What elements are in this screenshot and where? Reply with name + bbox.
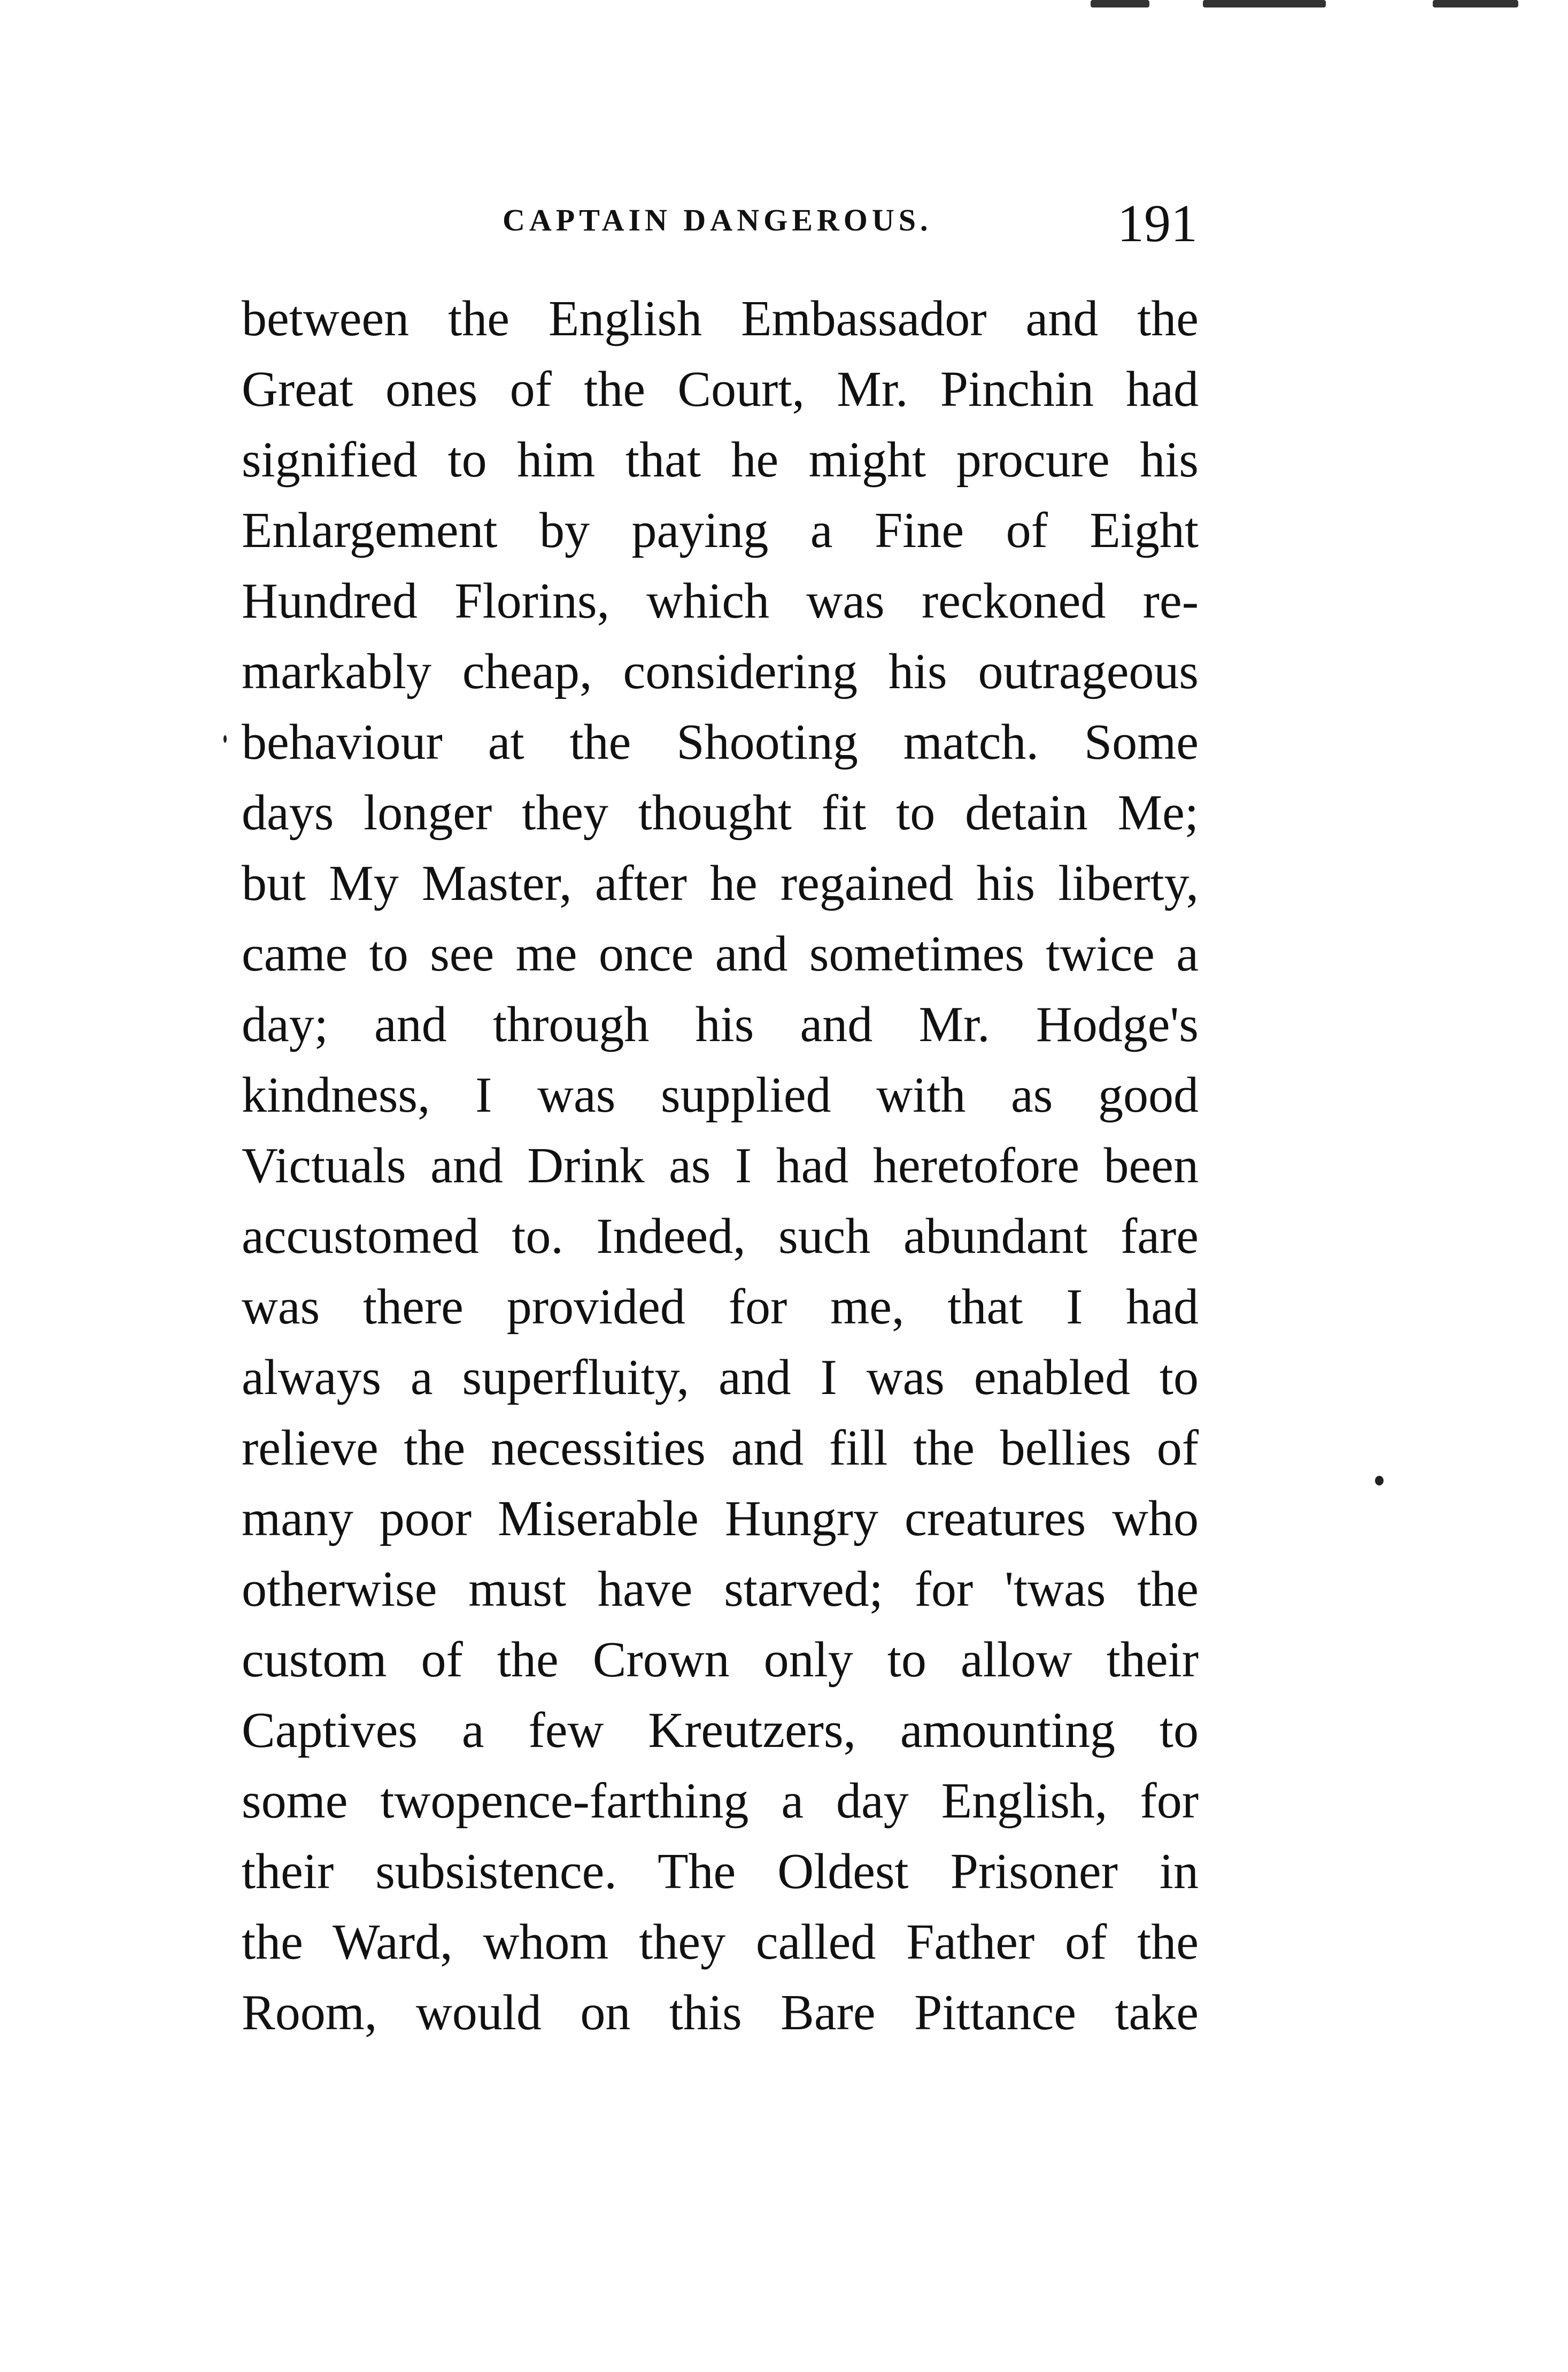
text-line: some twopence-farthing a day English, for xyxy=(242,1773,1199,1829)
text-line: Captives a few Kreutzers, amounting to xyxy=(242,1703,1199,1758)
text-line: accustomed to. Indeed, such abundant fare xyxy=(242,1208,1199,1264)
text-line: behaviour at the Shooting match. Some xyxy=(242,714,1199,770)
text-line: custom of the Crown only to allow their xyxy=(242,1632,1199,1688)
text-line: day; and through his and Mr. Hodge's xyxy=(242,997,1199,1052)
text-line: was there provided for me, that I had xyxy=(242,1279,1199,1335)
text-line: but My Master, after he regained his liberty, xyxy=(242,856,1199,911)
text-line: markably cheap, considering his outrageous xyxy=(242,644,1199,699)
text-line: Victuals and Drink as I had heretofore been xyxy=(242,1138,1199,1193)
text-line: many poor Miserable Hungry creatures who xyxy=(242,1491,1199,1546)
running-head xyxy=(241,192,1198,251)
scan-artifact xyxy=(1091,0,1149,7)
text-line: always a superfluity, and I was enabled to xyxy=(242,1350,1199,1405)
text-line: otherwise must have starved; for 'twas the xyxy=(242,1561,1199,1617)
scan-speck xyxy=(223,735,227,743)
text-line: the Ward, whom they called Father of the xyxy=(242,1914,1199,1970)
text-line: days longer they thought fit to detain Me; xyxy=(242,785,1199,841)
running-title: CAPTAIN DANGEROUS. xyxy=(503,203,932,237)
scan-artifact xyxy=(1433,0,1518,7)
text-line: Great ones of the Court, Mr. Pinchin had xyxy=(242,361,1199,417)
page-number: 191 xyxy=(1117,194,1198,253)
scan-speck xyxy=(1375,1476,1384,1485)
body-text xyxy=(242,283,1199,2048)
text-line: signified to him that he might procure his xyxy=(242,432,1199,488)
scan-artifact xyxy=(1203,0,1326,7)
text-line: Enlargement by paying a Fine of Eight xyxy=(242,503,1199,558)
text-line: Room, would on this Bare Pittance take xyxy=(242,1985,1199,2040)
text-line: Hundred Florins, which was reckoned re- xyxy=(242,573,1199,629)
text-line: their subsistence. The Oldest Prisoner in xyxy=(242,1844,1199,1899)
text-line: kindness, I was supplied with as good xyxy=(242,1067,1199,1123)
text-line: came to see me once and sometimes twice a xyxy=(242,926,1199,982)
text-line: relieve the necessities and fill the bellies of xyxy=(242,1420,1199,1476)
text-line: between the English Embassador and the xyxy=(242,291,1199,346)
